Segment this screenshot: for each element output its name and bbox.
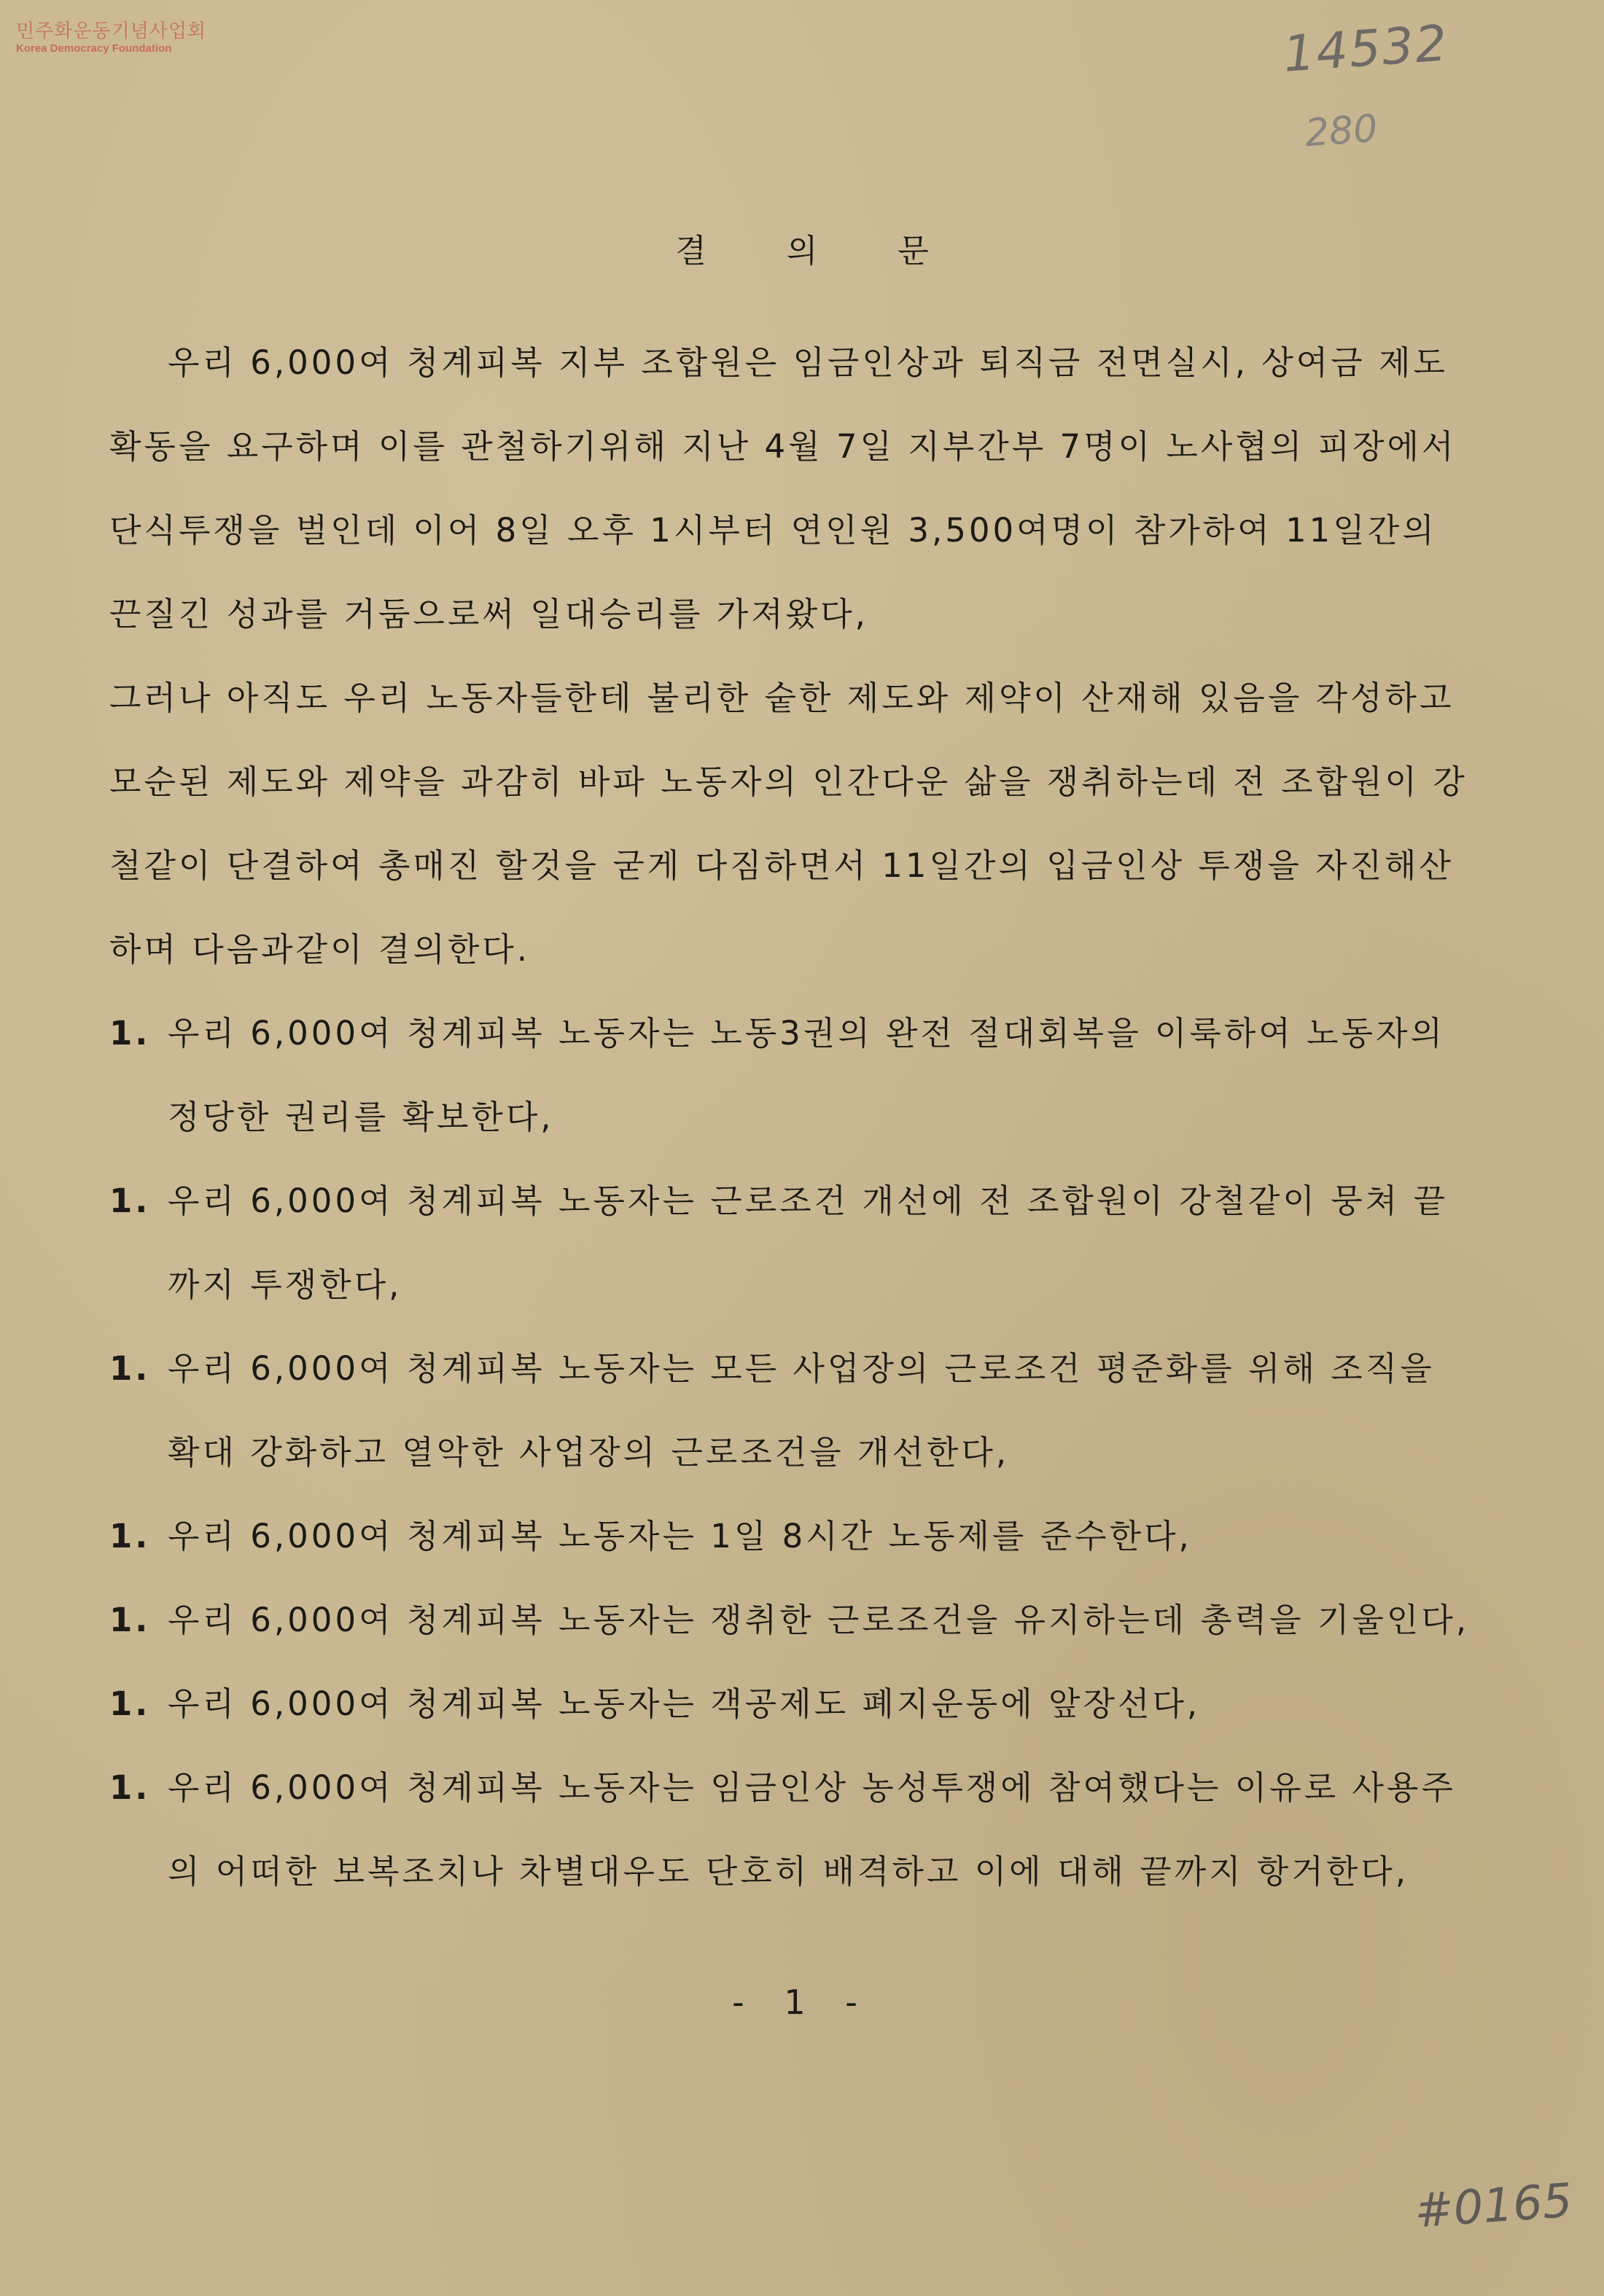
item-text: 우리 6,000여 청계피복 노동자는 근로조건 개선에 전 조합원이 강철같이 뭉쳐 끝까지 투쟁한다, <box>168 1182 1448 1304</box>
item-text: 우리 6,000여 청계피복 노동자는 노동3권의 완전 절대회복을 이룩하여 노동자의 정당한 권리를 확보한다, <box>168 1014 1445 1136</box>
resolution-list <box>109 991 1480 1913</box>
item-number: 1. <box>109 1349 151 1388</box>
item-number: 1. <box>109 1768 151 1807</box>
item-number: 1. <box>109 1182 151 1220</box>
intro-paragraph: 우리 6,000여 청계피복 지부 조합원은 임금인상과 퇴직금 전면실시, 상여금 제도확동을 요구하며 이를 관철하기위해 지난 4월 7일 지부간부 7명이 노사협의 피장에서 단식투쟁을 벌인데 이어 8일 오후 1시부터 연인원 3,500여명이 참가하여 11일간의 끈질긴 성과를 거둠으로써 일대승리를 가져왔다, <box>109 343 1457 633</box>
handwritten-bottom-number: #0165 <box>1412 2174 1574 2239</box>
item-number: 1. <box>109 1014 151 1053</box>
item-number: 1. <box>109 1684 151 1723</box>
logo-english-text: Korea Democracy Foundation <box>16 42 172 55</box>
intro-paragraph-2: 그러나 아직도 우리 노동자들한테 불리한 숱한 제도와 제약이 산재해 있음을 각성하고 모순된 제도와 제약을 과감히 바파 노동자의 인간다운 삶을 쟁취하는데 전 조합원이 강철같이 단결하여 총매진 할것을 굳게 다짐하면서 11일간의 입금인상 투쟁을 자진해산 하며 다음과같이 결의한다. <box>109 679 1468 969</box>
resolution-item <box>109 1746 1480 1913</box>
resolution-item <box>109 1662 1480 1746</box>
resolution-item <box>109 1327 1480 1494</box>
handwritten-sub-number: 280 <box>1304 106 1379 156</box>
item-text: 우리 6,000여 청계피복 노동자는 객공제도 폐지운동에 앞장선다, <box>168 1684 1201 1723</box>
intro-paragraphs <box>109 321 1480 991</box>
foundation-logo <box>16 20 235 55</box>
item-text: 우리 6,000여 청계피복 노동자는 임금인상 농성투쟁에 참여했다는 이유로 사용주의 어떠한 보복조치나 차별대우도 단호히 배격하고 이에 대해 끝까지 항거한다, <box>168 1768 1456 1891</box>
resolution-item <box>109 1578 1480 1662</box>
item-number: 1. <box>109 1601 151 1639</box>
resolution-item <box>109 991 1480 1159</box>
document-title: 결의문 <box>675 233 1009 270</box>
item-text: 우리 6,000여 청계피복 노동자는 쟁취한 근로조건을 유지하는데 총력을 기울인다, <box>168 1601 1470 1639</box>
resolution-item <box>109 1494 1480 1578</box>
item-number: 1. <box>109 1517 151 1555</box>
item-text: 우리 6,000여 청계피복 노동자는 모든 사업장의 근로조건 평준화를 위해 조직을 확대 강화하고 열악한 사업장의 근로조건을 개선한다, <box>168 1349 1435 1472</box>
item-text: 우리 6,000여 청계피복 노동자는 1일 8시간 노동제를 준수한다, <box>168 1517 1192 1555</box>
resolution-item <box>109 1159 1480 1327</box>
document-body <box>109 321 1480 1913</box>
page-number: - 1 - <box>732 1983 872 2022</box>
handwritten-archive-number: 14532 <box>1281 15 1450 84</box>
logo-korean-text: 민주화운동기념사업회 <box>16 20 207 42</box>
